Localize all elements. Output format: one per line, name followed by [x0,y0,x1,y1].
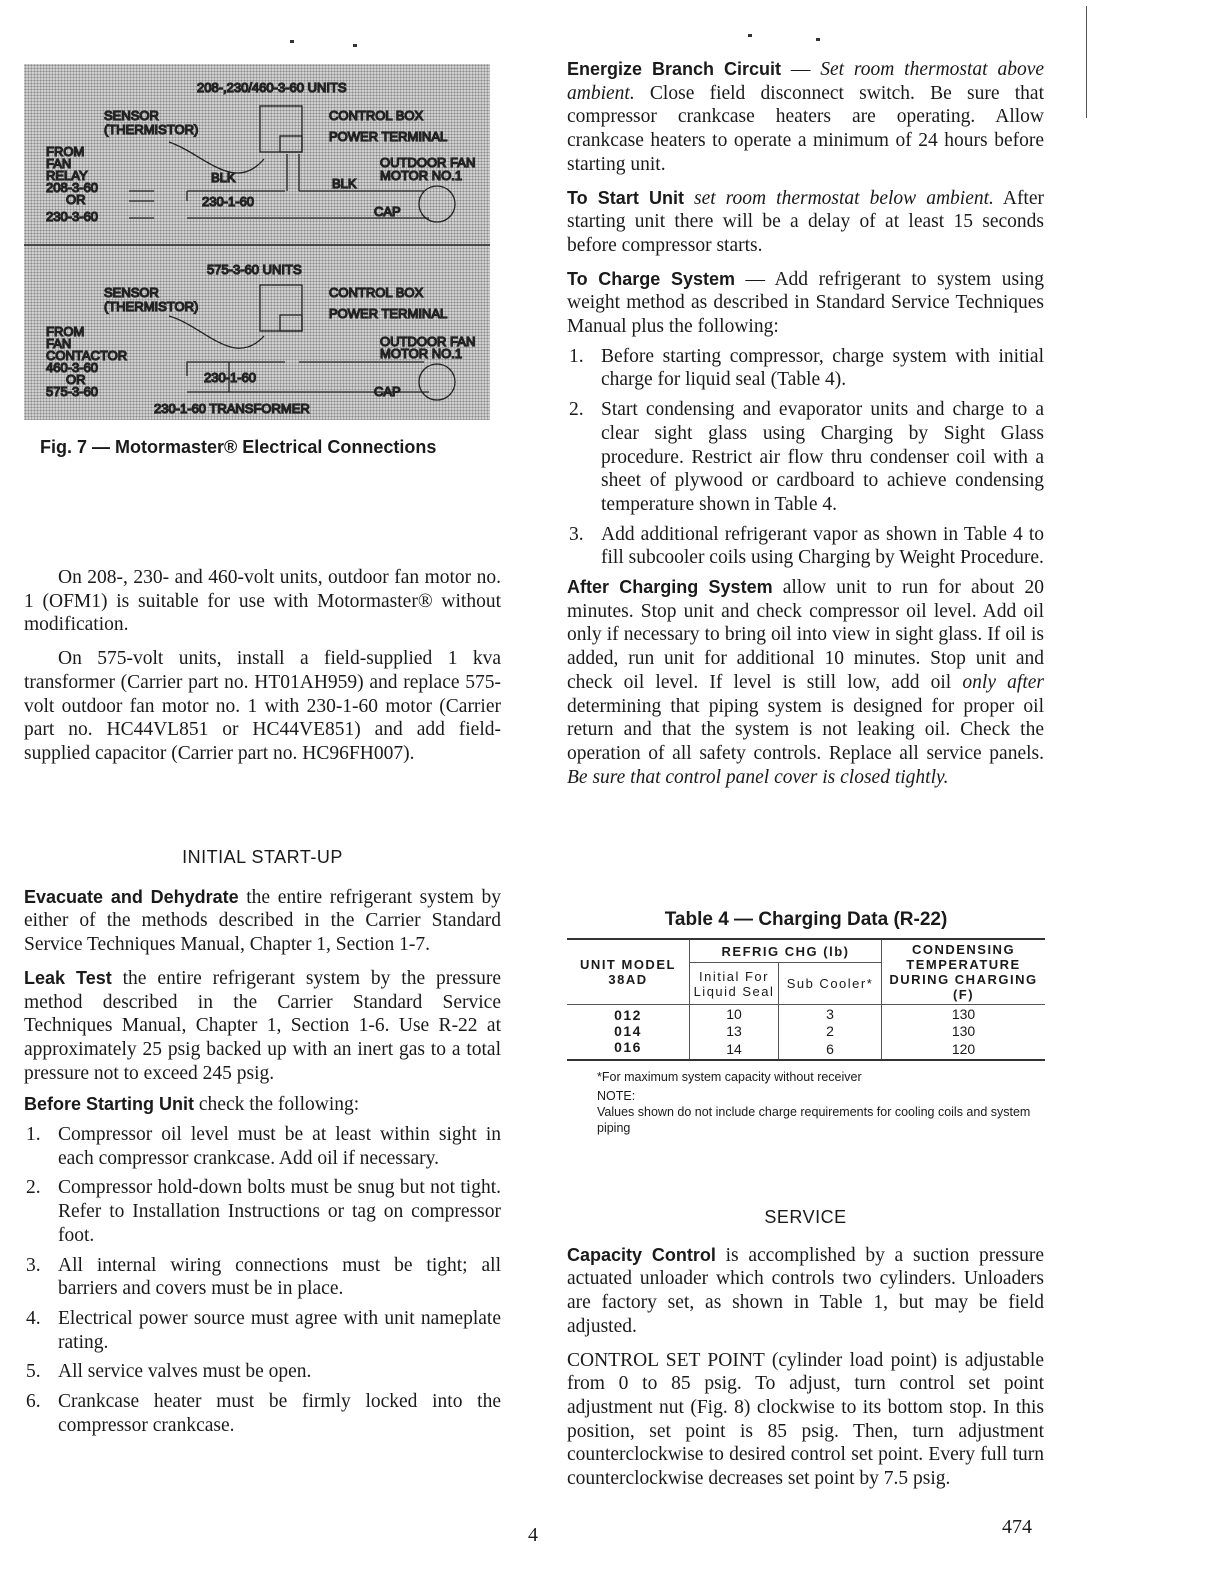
paragraph-capacity-control: Capacity Control is accomplished by a suction pressure actuated unloader which controls two cylinders. Unloaders are factory set, as shown in Table 1, but may be field adjusted. [567,1244,1044,1337]
right-column-service [567,1206,1044,1491]
svg-text:460-3-60: 460-3-60 [46,360,99,375]
paragraph-575-volt: On 575-volt units, install a field-supplied 1 kva transformer (Carrier part no. HT01AH959) and replace 575-volt outdoor fan motor no. 1 with 230-1-60 motor (Carrier part no. HC44VL851 or HC44VE851) and add field-supplied capacitor (Carrier part no. HC96FH007). [24,648,501,764]
section-heading-service: SERVICE [764,1207,847,1227]
paragraph-leak-test [24,967,501,1086]
list-item: 2. Start condensing and evaporator units and charge to a clear sight glass using Charging by Sight Glass procedure. Restrict air flow thru condenser coil with a sheet of plywood or cardboard to achieve condensing temperature shown in Table 4. [569,399,1044,515]
svg-text:CONTACTOR: CONTACTOR [46,348,128,363]
svg-text:OUTDOOR FAN: OUTDOOR FAN [380,155,476,170]
list-item: 3. All internal wiring connections must be tight; all barriers and covers must be in place. [26,1254,501,1300]
run-in-heading: Leak Test [24,967,112,988]
figure-caption: Fig. 7 — Motormaster® Electrical Connections [40,437,437,457]
section-heading-initial-start-up: INITIAL START-UP [182,847,343,867]
svg-text:OUTDOOR FAN: OUTDOOR FAN [380,334,476,349]
run-in-heading: After Charging System [567,577,773,598]
paragraph-ofm1: On 208-, 230- and 460-volt units, outdoor fan motor no. 1 (OFM1) is suitable for use with Motormaster® without modification. [24,567,501,636]
run-in-heading: Evacuate and Dehydrate [24,886,239,907]
svg-text:230-1-60 TRANSFORMER: 230-1-60 TRANSFORMER [154,401,310,416]
svg-text:CONTROL BOX: CONTROL BOX [329,108,424,123]
charge-steps [567,345,1044,570]
svg-text:OR: OR [66,192,86,207]
col-header-initial: Initial For Liquid Seal [690,963,779,1004]
col-header-refrig-chg: REFRIG CHG (lb) [690,939,882,963]
left-column [24,566,501,766]
list-item: 3. Add additional refrigerant vapor as shown in Table 4 to fill subcooler coils using Charging by Weight Procedure. [569,523,1044,569]
wiring-diagram [24,64,490,420]
right-column [567,58,1044,789]
svg-text:BLK: BLK [211,170,236,185]
svg-text:(THERMISTOR): (THERMISTOR) [104,299,199,314]
paragraph-text: the entire refrigerant system by the pressure method described in the Carrier Standard Service Techniques Manual, Chapter 1, Section 1-6. Use R-22 at approximately 25 psig backed up with an inert gas to a total pressure not to exceed 245 psig. [24,967,502,1084]
svg-text:MOTOR NO.1: MOTOR NO.1 [380,168,463,183]
run-in-heading: Energize Branch Circuit [567,59,781,79]
run-in-heading: Before Starting Unit [24,1094,195,1115]
svg-text:FROM: FROM [46,144,85,159]
run-in-heading: To Start Unit [567,187,684,208]
charging-data-table [567,938,1045,1061]
table-note-label: NOTE: [597,1088,636,1103]
paragraph-text: check the following: [194,1094,360,1116]
paragraph-before-starting [24,1093,501,1117]
table-row: 016 14 6 120 [567,1039,1045,1060]
run-in-heading: To Charge System [567,268,735,289]
table-4 [567,908,1045,1136]
run-in-heading: Capacity Control [567,1244,716,1265]
paragraph-control-set-point: CONTROL SET POINT (cylinder load point) is adjustable from 0 to 85 psig. To adjust, turn control set point adjustment nut (Fig. 8) clockwise to its bottom stop. In this position, set point is 85 psig. Then, turn adjustment counterclockwise to desired control set point. Every full turn counterclockwise decreases set point by 7.5 psig. [567,1349,1044,1490]
diagram-title-top: 208-,230/460-3-60 UNITS [197,80,347,95]
col-header-model: UNIT MODEL 38AD [567,939,690,1005]
scan-mark [748,34,752,37]
svg-text:CAP: CAP [374,384,401,399]
svg-text:230-3-60: 230-3-60 [46,209,99,224]
table-row: 014 13 2 130 [567,1023,1045,1039]
svg-text:230-1-60: 230-1-60 [202,194,255,209]
scan-mark [290,40,294,43]
svg-text:FAN: FAN [46,156,72,171]
paragraph-charge-system: To Charge System — Add refrigerant to system using weight method as described in Standard Service Techniques Manual plus the following: [567,268,1044,338]
svg-text:208-3-60: 208-3-60 [46,180,99,195]
svg-text:SENSOR: SENSOR [104,108,159,123]
svg-text:OR: OR [66,372,86,387]
checklist [24,1123,501,1437]
list-item: 5. All service valves must be open. [26,1361,312,1383]
scan-mark [353,44,357,47]
col-header-temp: CONDENSING TEMPERATURE DURING CHARGING (F) [882,939,1046,1005]
list-item: 6. Crankcase heater must be firmly locked into the compressor crankcase. [26,1391,501,1436]
document-number: 474 [1002,1516,1032,1538]
svg-text:575-3-60: 575-3-60 [46,384,99,399]
svg-text:RELAY: RELAY [46,168,88,183]
svg-text:(THERMISTOR): (THERMISTOR) [104,122,199,137]
svg-text:FAN: FAN [46,336,72,351]
list-item: 1. Compressor oil level must be at least within sight in each compressor crankcase. Add oil if necessary. [26,1124,501,1169]
svg-text:BLK: BLK [332,176,357,191]
list-item: 4. Electrical power source must agree with unit nameplate rating. [26,1307,501,1353]
left-column-startup [24,846,501,1443]
paragraph-evacuate [24,886,501,957]
svg-text:FROM: FROM [46,324,85,339]
list-item: 2. Compressor hold-down bolts must be snug but not tight. Refer to Installation Instructions or tag on compressor foot. [26,1177,501,1246]
svg-text:SENSOR: SENSOR [104,285,159,300]
paragraph-start-unit: To Start Unit set room thermostat below ambient. After starting unit there will be a delay of at least 15 seconds before compressor starts. [567,187,1044,256]
svg-text:230-1-60: 230-1-60 [204,370,257,385]
paragraph-text: the entire refrigerant system by either of the methods described in the Carrier Standard Service Techniques Manual, Chapter 1, Section 1-7. [24,886,501,956]
svg-text:POWER TERMINAL: POWER TERMINAL [329,306,448,321]
svg-text:POWER TERMINAL: POWER TERMINAL [329,129,448,144]
table-note-text: Values shown do not include charge requirements for cooling coils and system piping [597,1104,1031,1135]
scan-edge-line [1086,6,1087,118]
col-header-sub-cooler: Sub Cooler* [779,963,882,1004]
svg-text:CONTROL BOX: CONTROL BOX [329,285,424,300]
diagram-title-bottom: 575-3-60 UNITS [207,262,302,277]
list-item: 1. Before starting compressor, charge system with initial charge for liquid seal (Table 4). [569,345,1044,391]
scan-mark [816,38,820,41]
table-row: 012 10 3 130 [567,1004,1045,1023]
table-title: Table 4 — Charging Data (R-22) [664,909,948,930]
paragraph-energize: Energize Branch Circuit — Set room thermostat above ambient. Close field disconnect switch. Be sure that compressor crankcase heaters are operating. Allow crankcase heaters to operate a minimum of 24 hours before starting unit. [567,59,1045,175]
paragraph-after-charging: After Charging System allow unit to run for about 20 minutes. Stop unit and check compressor oil level. Add oil only if necessary to bring oil into view in sight glass. If oil is added, run unit for additional 10 minutes. Stop unit and check oil level. If level is still low, add oil only after determining that piping system is designed for proper oil return and that the system is not leaking oil. Check the operation of all safety controls. Replace all service panels. Be sure that control panel cover is closed tightly. [567,577,1044,788]
table-footnote: *For maximum system capacity without receiver [597,1069,862,1084]
svg-text:CAP: CAP [374,204,401,219]
svg-text:MOTOR NO.1: MOTOR NO.1 [380,346,463,361]
page-number: 4 [528,1524,538,1546]
